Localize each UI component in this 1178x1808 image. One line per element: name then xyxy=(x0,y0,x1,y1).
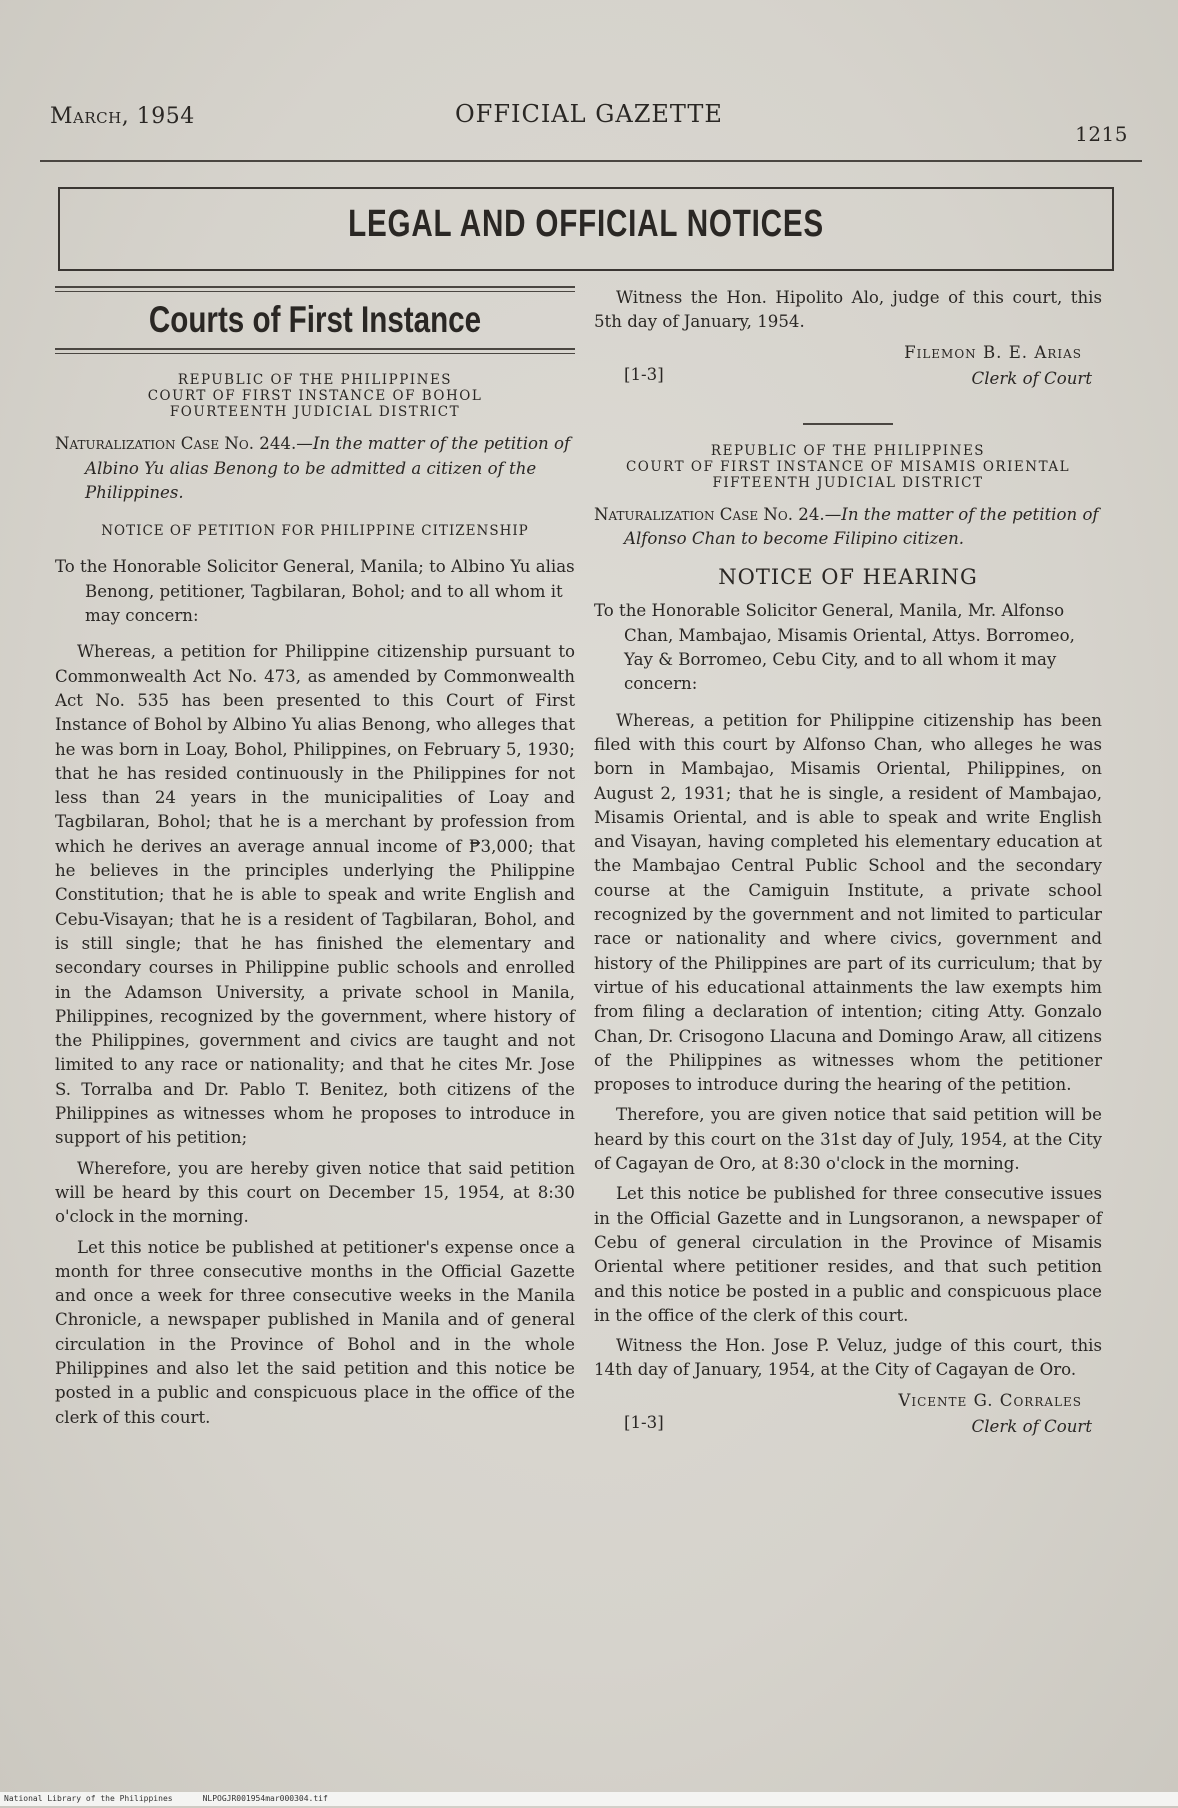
paragraph: Whereas, a petition for Philippine citizenship pursuant to Commonwealth Act No. 473, as amended by Commonwealth Act No. 535 has been presented to this Court of First Instance of Bohol by Albino Yu alias Benong, who alleges that he was born in Loay, Bohol, Philippines, on February 5, 1930; that he has resided continuously in the Philippines for not less than 24 years in the municipalities of Loay and Tagbilaran, Bohol; that he is a merchant by profession from which he derives an average annual income of ₱3,000; that he believes in the principles underlying the Philippine Constitution; that he is able to speak and write English and Cebu-Visayan; that he is a resident of Tagbilaran, Bohol, and is still single; that he has finished the elementary and secondary courses in Philippine public schools and enrolled in the Adamson University, a private school in Manila, Philippines, recognized by the government, where history of the Philippines, government and civics are taught and not limited to any race or nationality; and that he cites Mr. Jose S. Torralba and Dr. Pablo T. Benitez, both citizens of the Philippines as witnesses whom he proposes to introduce in support of his petition; xyxy=(55,642,575,1148)
signer-name: Filemon B. E. Arias xyxy=(904,342,1082,362)
signature-block xyxy=(594,341,1102,405)
case-number: Naturalization Case No. 24. xyxy=(594,504,825,524)
banner-title: LEGAL AND OFFICIAL NOTICES xyxy=(348,203,824,245)
issue-bracket: [1-3] xyxy=(624,364,664,384)
witness-paragraph: Witness the Hon. Hipolito Alo, judge of this court, this 5th day of January, 1954. xyxy=(594,288,1102,332)
section-banner xyxy=(58,187,1114,271)
paragraph: Let this notice be published at petitioner's expense once a month for three consecutive months in the Official Gazette and once a week for three consecutive weeks in the Manila Chronicle, a newspaper published in Manila and of general circulation in the Province of Bohol and in the whole Philippines and also let the said petition and this notice be posted in a public and conspicuous place in the office of the clerk of this court. xyxy=(55,1237,575,1427)
case-description: —In the matter of the petition of Albino Yu alias Benong to be admitted a citizen of the Philippines. xyxy=(85,434,571,502)
paragraph: Wherefore, you are hereby given notice that said petition will be heard by this court on December 15, 1954, at 8:30 o'clock in the morning. xyxy=(55,1158,575,1227)
separator-rule xyxy=(803,423,893,425)
court-line: COURT OF FIRST INSTANCE OF MISAMIS ORIENTAL xyxy=(625,458,1071,475)
paragraph: Therefore, you are given notice that said petition will be heard by this court on the 31st day of July, 1954, at the City of Cagayan de Oro, at 8:30 o'clock in the morning. xyxy=(594,1105,1102,1174)
header-date: March, 1954 xyxy=(50,104,195,129)
court-line: COURT OF FIRST INSTANCE OF BOHOL xyxy=(147,388,483,405)
addressee: To the Honorable Solicitor General, Manila; to Albino Yu alias Benong, petitioner, Tagbilaran, Bohol; and to all whom it may concern: xyxy=(55,557,575,626)
court-heading xyxy=(594,443,1102,491)
signature-block xyxy=(594,1389,1102,1453)
paragraph: Whereas, a petition for Philippine citizenship has been filed with this court by Alfonso Chan, who alleges he was born in Mambajao, Misamis Oriental, Philippines, on August 2, 1931; that he is single, a resident of Mambajao, Misamis Oriental, and is able to speak and write English and Visayan, having completed his elementary education at the Mambajao Central Public School and the secondary course at the Camiguin Institute, a private school recognized by the government and not limited to particular race or nationality and where civics, government and history of the Philippines are part of its curriculum; that by virtue of his educational attainments the law exempts him from filing a declaration of intention; citing Atty. Gonzalo Chan, Dr. Crisogono Llacuna and Domingo Araw, all citizens of the Philippines as witnesses whom the petitioner proposes to introduce during the hearing of the petition. xyxy=(594,710,1102,1095)
signer-name: Vicente G. Corrales xyxy=(898,1390,1082,1410)
addressee: To the Honorable Solicitor General, Manila, Mr. Alfonso Chan, Mambajao, Misamis Oriental, Attys. Borromeo, Yay & Borromeo, Cebu City, and to all whom it may concern: xyxy=(594,601,1075,694)
issue-bracket: [1-3] xyxy=(624,1412,664,1432)
case-description: —In the matter of the petition of Alfonso Chan to become Filipino citizen. xyxy=(624,504,1099,548)
header-publication: OFFICIAL GAZETTE xyxy=(455,100,723,128)
title-rule-top xyxy=(55,286,575,292)
paragraph: Witness the Hon. Jose P. Veluz, judge of this court, this 14th day of January, 1954, at the City of Cagayan de Oro. xyxy=(594,1336,1102,1380)
court-line: FIFTEENTH JUDICIAL DISTRICT xyxy=(712,474,984,491)
case-caption xyxy=(594,503,1102,552)
scan-footer xyxy=(0,1792,1178,1806)
page-number: 1215 xyxy=(1075,122,1128,146)
case-number: Naturalization Case No. 244. xyxy=(55,434,297,454)
footer-library: National Library of the Philippines xyxy=(4,1794,173,1803)
right-column xyxy=(594,286,1102,1459)
case-caption xyxy=(55,432,575,505)
court-line: REPUBLIC OF THE PHILIPPINES xyxy=(177,372,453,389)
court-line: FOURTEENTH JUDICIAL DISTRICT xyxy=(169,404,461,421)
running-header xyxy=(50,100,1128,146)
footer-filename: NLPOGJR001954mar000304.tif xyxy=(202,1794,328,1803)
section-title: Courts of First Instance xyxy=(148,299,482,340)
left-column xyxy=(55,286,575,1430)
header-rule xyxy=(40,160,1142,162)
paragraph: Let this notice be published for three consecutive issues in the Official Gazette and in Lungsoranon, a newspaper of Cebu of general circulation in the Province of Misamis Oriental where petitioner resides, and that such petition and this notice be posted in a public and conspicuous place in the office of the clerk of this court. xyxy=(594,1184,1102,1325)
notice-title: NOTICE OF PETITION FOR PHILIPPINE CITIZENSHIP xyxy=(101,523,529,540)
signer-title: Clerk of Court xyxy=(971,368,1092,388)
court-heading xyxy=(55,372,575,420)
court-line: REPUBLIC OF THE PHILIPPINES xyxy=(710,442,986,459)
signer-title: Clerk of Court xyxy=(971,1416,1092,1436)
notice-title: NOTICE OF HEARING xyxy=(718,565,978,590)
title-rule-bottom xyxy=(55,348,575,354)
